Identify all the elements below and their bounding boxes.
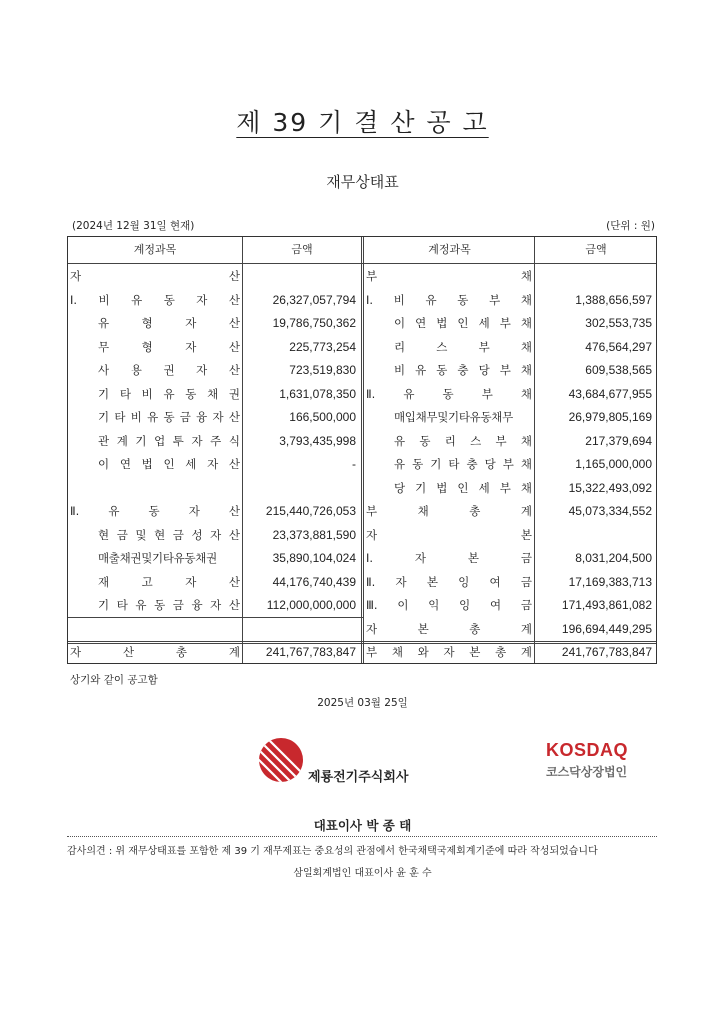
statement-title: 재무상태표: [326, 173, 399, 191]
right-row-label: Ⅲ. 이 익 잉 여 금: [366, 598, 532, 612]
left-row-label: Ⅱ. 유 동 자 산: [70, 504, 240, 518]
left-column-rule: [242, 237, 243, 663]
notice-statement: 상기와 같이 공고함: [70, 674, 158, 686]
right-account-header: 계정과목: [428, 243, 471, 256]
left-row-amount: 19,786,750,362: [272, 316, 356, 330]
right-row-label: Ⅱ. 자 본 잉 여 금: [366, 574, 532, 589]
left-row-label: 매출채권및기타유동채권: [98, 551, 217, 565]
right-row-amount: 217,379,694: [585, 433, 652, 448]
right-row-amount: 171,493,861,082: [561, 598, 652, 612]
right-row-label: 자 본: [366, 527, 532, 542]
right-row-label: Ⅰ. 자 본 금: [366, 551, 532, 565]
right-row-label: 이 연 법 인 세 부 채: [394, 316, 532, 330]
right-column-rule: [534, 237, 535, 663]
company-logo-icon: [258, 737, 304, 783]
left-row-amount: 35,890,104,024: [272, 551, 356, 565]
left-row-label: 기 타 비 유 동 채 권: [98, 386, 240, 401]
right-row-label: 유 동 기 타 충 당 부 채: [394, 457, 532, 471]
left-row-amount: 44,176,740,439: [272, 574, 356, 589]
right-row-label: Ⅰ. 비 유 동 부 채: [366, 292, 532, 307]
liabilities-equity-total-label: 부 채 와 자 본 총 계: [366, 645, 532, 659]
left-row-amount: 166,500,000: [289, 410, 356, 424]
left-row-label: 재 고 자 산: [98, 574, 240, 589]
right-row-amount: 17,169,383,713: [568, 574, 652, 589]
left-row-label: 현 금 및 현 금 성 자 산: [98, 527, 240, 542]
kosdaq-listed-label: 코스닥상장법인: [546, 765, 628, 779]
liabilities-equity-total-amount: 241,767,783,847: [561, 645, 652, 659]
right-amount-header: 금액: [585, 243, 607, 256]
left-row-label: 기 타 비 유 동 금 융 자 산: [98, 410, 240, 424]
right-row-amount: 8,031,204,500: [575, 551, 652, 565]
left-row-amount: -: [352, 457, 356, 471]
right-row-amount: 26,979,805,169: [568, 410, 652, 424]
right-row-label: 부 채 총 계: [366, 504, 532, 518]
left-row-amount: 723,519,830: [289, 363, 356, 377]
left-bottom-rule: [68, 617, 363, 618]
left-row-label: 기 타 유 동 금 융 자 산: [98, 598, 240, 612]
left-row-label: Ⅰ. 비 유 동 자 산: [70, 292, 240, 307]
right-row-amount: 476,564,297: [585, 339, 652, 354]
left-row-label: 무 형 자 산: [98, 339, 240, 354]
left-row-label: 이 연 법 인 세 자 산: [98, 457, 240, 471]
right-row-amount: 1,388,656,597: [575, 292, 652, 307]
right-row-amount: 302,553,735: [585, 316, 652, 330]
assets-total-label: 자 산 총 계: [70, 645, 240, 659]
right-row-label: 부 채: [366, 269, 532, 283]
left-row-label: 유 형 자 산: [98, 316, 240, 330]
right-row-amount: 15,322,493,092: [568, 480, 652, 495]
left-row-amount: 1,631,078,350: [279, 386, 356, 401]
right-row-amount: 43,684,677,955: [568, 386, 652, 401]
left-row-amount: 112,000,000,000: [266, 598, 356, 612]
left-row-amount: 215,440,726,053: [265, 504, 356, 518]
auditor-name: 삼일회계법인 대표이사 윤 훈 수: [293, 868, 432, 879]
right-row-amount: 1,165,000,000: [575, 457, 652, 471]
left-row-label: 사 용 권 자 산: [98, 363, 240, 377]
right-row-amount: 609,538,565: [585, 363, 652, 377]
left-amount-header: 금액: [291, 243, 313, 256]
left-account-header: 계정과목: [133, 243, 177, 256]
unit-label: (단위 : 원): [606, 220, 655, 232]
right-row-amount: 45,073,334,552: [568, 504, 652, 518]
ceo-signature-line: 대표이사 박 종 태: [313, 818, 412, 833]
left-row-amount: 26,327,057,794: [272, 292, 356, 307]
as-of-date: (2024년 12월 31일 현재): [72, 220, 195, 232]
left-row-amount: 225,773,254: [289, 339, 356, 354]
company-name: 제룡전기주식회사: [308, 770, 409, 785]
right-row-label: 자 본 총 계: [366, 621, 532, 636]
right-row-label: 리 스 부 채: [394, 339, 532, 354]
left-row-amount: 3,793,435,998: [279, 433, 356, 448]
right-row-label: 유 동 리 스 부 채: [394, 433, 532, 448]
notice-title: 제 39 기 결 산 공 고: [236, 108, 489, 137]
dotted-divider: [67, 836, 657, 837]
publication-date: 2025년 03월 25일: [317, 697, 408, 709]
kosdaq-logo: KOSDAQ: [546, 740, 629, 760]
left-row-label: 관 계 기 업 투 자 주 식: [98, 433, 240, 448]
center-double-rule: [361, 237, 364, 663]
left-row-label: 자 산: [70, 269, 240, 283]
assets-total-amount: 241,767,783,847: [265, 645, 356, 659]
right-row-label: 매입채무및기타유동채무: [394, 410, 513, 424]
audit-opinion: 감사의견 : 위 재무상태표를 포함한 제 39 기 재무제표는 중요성의 관점에서 한국채택국제회계기준에 따라 작성되었습니다: [67, 846, 598, 857]
right-row-amount: 196,694,449,295: [561, 621, 652, 636]
left-row-amount: 23,373,881,590: [272, 527, 356, 542]
right-row-label: 당 기 법 인 세 부 채: [394, 480, 532, 495]
balance-sheet-table: [67, 236, 657, 664]
right-row-label: Ⅱ. 유 동 부 채: [366, 386, 532, 401]
right-row-label: 비 유 동 충 당 부 채: [394, 363, 532, 377]
